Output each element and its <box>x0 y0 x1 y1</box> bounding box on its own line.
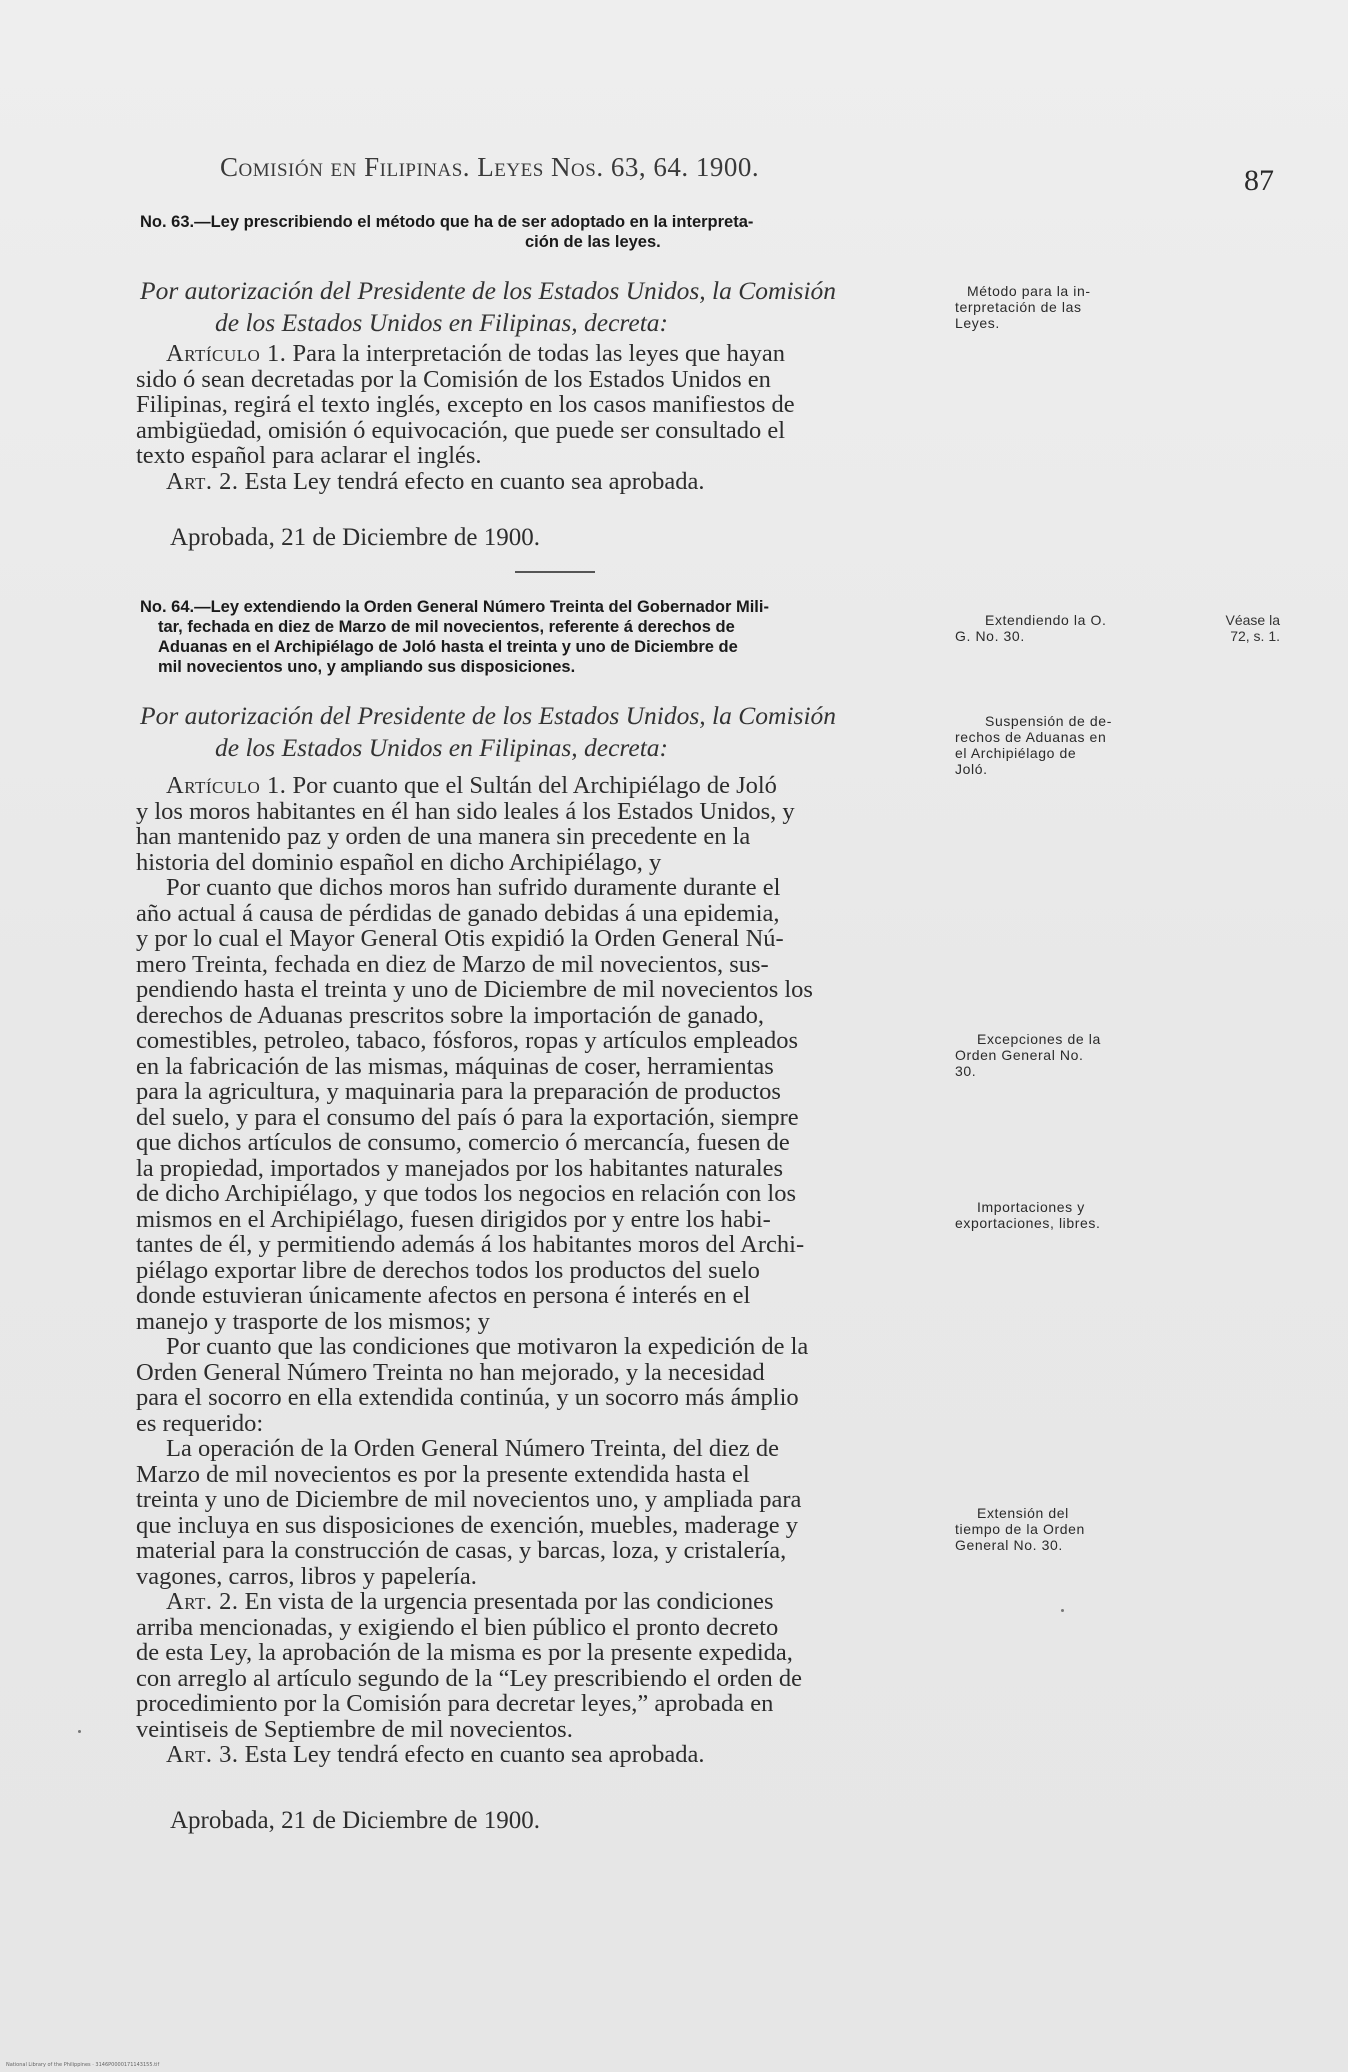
margin-note-line: Importaciones y <box>977 1199 1085 1215</box>
article-text: piélago exportar libre de derechos todos los productos del suelo <box>136 1256 760 1284</box>
margin-note-line: Extendiendo la O. <box>985 612 1107 628</box>
scan-footer-stamp: National Library of the Philippines · 3146P0000171143155.tif <box>6 2062 160 2068</box>
article-text: vagones, carros, libros y papelería. <box>136 1562 477 1590</box>
article-label: Art. 2. <box>166 467 239 495</box>
margin-note-line: exportaciones, libres. <box>955 1215 1101 1231</box>
article-text: historia del dominio español en dicho Archipiélago, y <box>136 848 662 876</box>
law-63-title-line: No. 63.—Ley prescribiendo el método que ha de ser adoptado en la interpreta- <box>140 213 754 231</box>
margin-note-line: Método para la in- <box>967 283 1091 299</box>
article-text: Por cuanto que dichos moros han sufrido duramente durante el <box>166 874 781 901</box>
article-text: la propiedad, importados y manejados por los habitantes naturales <box>136 1154 784 1182</box>
article-text: manejo y trasporte de los mismos; y <box>136 1307 490 1335</box>
article-text: en la fabricación de las mismas, máquinas de coser, herramientas <box>136 1052 774 1080</box>
law-63-title <box>140 212 990 252</box>
article-text: sido ó sean decretadas por la Comisión de los Estados Unidos en <box>136 365 771 393</box>
article-text: La operación de la Orden General Número Treinta, del diez de <box>166 1435 779 1462</box>
law-63-decree <box>140 275 836 339</box>
article-text: Orden General Número Treinta no han mejorado, y la necesidad <box>136 1358 765 1386</box>
margin-note-line: tiempo de la Orden <box>955 1521 1085 1537</box>
article-label: Art. 3. <box>166 1741 239 1768</box>
article-text: para el socorro en ella extendida continúa, y un socorro más ámplio <box>136 1384 799 1411</box>
article-text: de esta Ley, la aprobación de la misma es por la presente expedida, <box>136 1639 793 1666</box>
article-label: Art. 2. <box>166 1588 239 1615</box>
article-text: año actual á causa de pérdidas de ganado debidas á una epidemia, <box>136 899 780 927</box>
article-text: Filipinas, regirá el texto inglés, excepto en los casos manifiestos de <box>136 391 795 418</box>
law-63-title-line: ción de las leyes. <box>525 233 661 251</box>
scan-speck <box>78 1730 81 1733</box>
law-64-title <box>140 597 960 677</box>
law-64-approved: Aprobada, 21 de Diciembre de 1900. <box>170 1807 541 1834</box>
article-text: del suelo, y para el consumo del país ó para la exportación, siempre <box>136 1103 799 1131</box>
law-64-margin-note <box>955 612 1160 644</box>
article-text: treinta y uno de Diciembre de mil novecientos uno, y ampliada para <box>136 1486 802 1513</box>
law-64-body <box>136 773 813 1768</box>
margin-reference-line: 72, s. 1. <box>1230 628 1280 644</box>
article-text: arriba mencionadas, y exigiendo el bien público el pronto decreto <box>136 1613 779 1641</box>
law-64-margin-note <box>955 1505 1160 1553</box>
margin-note-line: rechos de Aduanas en <box>955 729 1107 745</box>
article-text: de dicho Archipiélago, y que todos los negocios en relación con los <box>136 1180 796 1207</box>
margin-note-line: General No. 30. <box>955 1537 1063 1553</box>
section-divider <box>515 571 595 573</box>
decree-line: Por autorización del Presidente de los Estados Unidos, la Comisión <box>140 701 837 730</box>
article-text: que incluya en sus disposiciones de exención, muebles, maderage y <box>136 1511 798 1539</box>
article-text: mero Treinta, fechada en diez de Marzo de mil novecientos, sus- <box>136 950 769 978</box>
article-text: y por lo cual el Mayor General Otis expidió la Orden General Nú- <box>136 925 784 952</box>
law-64-margin-note <box>955 713 1160 777</box>
article-text: ambigüedad, omisión ó equivocación, que puede ser consultado el <box>136 416 786 444</box>
article-text: tantes de él, y permitiendo además á los habitantes moros del Archi- <box>136 1231 805 1258</box>
scan-speck <box>1061 1609 1064 1612</box>
article-text: veintiseis de Septiembre de mil novecientos. <box>136 1715 573 1743</box>
article-text: mismos en el Archipiélago, fuesen dirigidos por y entre los habi- <box>136 1205 771 1233</box>
law-63-article-1 <box>136 341 795 494</box>
margin-reference-line: Véase la <box>1225 612 1280 628</box>
margin-note-line: Joló. <box>955 761 988 777</box>
law-64-margin-note <box>955 1031 1160 1079</box>
margin-note-line: Orden General No. <box>955 1047 1084 1063</box>
article-text: Por cuanto que las condiciones que motivaron la expedición de la <box>166 1333 809 1360</box>
article-text: comestibles, petroleo, tabaco, fósforos, ropas y artículos empleados <box>136 1027 798 1054</box>
article-text: Marzo de mil novecientos es por la presente extendida hasta el <box>136 1460 750 1488</box>
article-text: Para la interpretación de todas las leyes que hayan <box>286 340 785 367</box>
margin-note-line: Extensión del <box>977 1505 1069 1521</box>
law-63-approved: Aprobada, 21 de Diciembre de 1900. <box>170 524 541 551</box>
article-text: Esta Ley tendrá efecto en cuanto sea aprobada. <box>238 1741 705 1768</box>
article-text: han mantenido paz y orden de una manera sin precedente en la <box>136 823 751 850</box>
article-text: con arreglo al artículo segundo de la “Ley prescribiendo el orden de <box>136 1664 802 1692</box>
law-64-title-line: mil novecientos uno, y ampliando sus disposiciones. <box>158 658 576 676</box>
article-text: texto español para aclarar el inglés. <box>136 442 482 469</box>
decree-line: de los Estados Unidos en Filipinas, decreta: <box>215 308 669 337</box>
article-text: procedimiento por la Comisión para decretar leyes,” aprobada en <box>136 1690 774 1717</box>
article-label: Artículo 1. <box>166 772 287 799</box>
article-text: y los moros habitantes en él han sido leales á los Estados Unidos, y <box>136 797 795 825</box>
article-text: pendiendo hasta el treinta y uno de Diciembre de mil novecientos los <box>136 976 813 1003</box>
article-text: para la agricultura, y maquinaria para la preparación de productos <box>136 1078 781 1105</box>
article-text: que dichos artículos de consumo, comercio ó mercancía, fuesen de <box>136 1129 790 1156</box>
law-64-title-line: Aduanas en el Archipiélago de Joló hasta el treinta y uno de Diciembre de <box>158 638 738 656</box>
article-text: es requerido: <box>136 1409 264 1437</box>
margin-note-line: terpretación de las <box>955 299 1082 315</box>
article-label: Artículo 1. <box>166 340 287 367</box>
margin-note-line: G. No. 30. <box>955 628 1025 644</box>
decree-line: Por autorización del Presidente de los Estados Unidos, la Comisión <box>140 276 837 305</box>
article-text: donde estuvieran únicamente afectos en persona é interés en el <box>136 1282 751 1309</box>
running-head: Comisión en Filipinas. Leyes Nos. 63, 64. 1900. <box>220 152 760 182</box>
margin-note-line: 30. <box>955 1063 977 1079</box>
law-64-margin-reference <box>1160 612 1280 644</box>
law-64-title-line: No. 64.—Ley extendiendo la Orden General Número Treinta del Gobernador Mili- <box>140 598 769 616</box>
margin-note-line: Suspensión de de- <box>985 713 1112 729</box>
law-63-margin-note <box>955 283 1160 331</box>
article-text: derechos de Aduanas prescritos sobre la importación de ganado, <box>136 1001 764 1029</box>
law-64-decree <box>140 700 836 764</box>
law-64-margin-note <box>955 1199 1160 1231</box>
decree-line: de los Estados Unidos en Filipinas, decreta: <box>215 733 669 762</box>
page-number: 87 <box>1244 164 1274 197</box>
margin-note-line: Excepciones de la <box>977 1031 1101 1047</box>
article-text: Por cuanto que el Sultán del Archipiélago de Joló <box>286 772 777 799</box>
article-text: material para la construcción de casas, y barcas, loza, y cristalería, <box>136 1537 787 1564</box>
margin-note-line: el Archipiélago de <box>955 745 1077 761</box>
article-text: Esta Ley tendrá efecto en cuanto sea aprobada. <box>238 467 705 495</box>
article-text: En vista de la urgencia presentada por las condiciones <box>238 1588 774 1615</box>
margin-note-line: Leyes. <box>955 315 1000 331</box>
law-64-title-line: tar, fechada en diez de Marzo de mil novecientos, referente á derechos de <box>158 618 735 636</box>
